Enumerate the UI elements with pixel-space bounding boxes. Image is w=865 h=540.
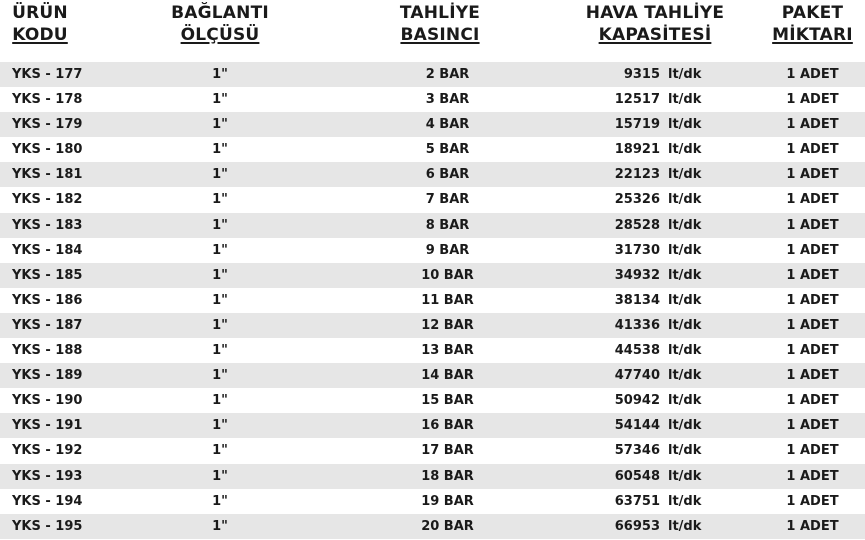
air-relief-capacity: 34932 bbox=[614, 267, 660, 283]
package-quantity: 1 ADET bbox=[786, 493, 839, 509]
relief-pressure: 15 BAR bbox=[421, 393, 474, 409]
package-quantity: 1 ADET bbox=[786, 292, 839, 308]
capacity-unit: lt/dk bbox=[668, 117, 702, 133]
package-quantity: 1 ADET bbox=[786, 468, 839, 484]
header-relief-pressure-line2: BASINCI bbox=[400, 25, 480, 45]
header-product-code bbox=[0, 2, 80, 46]
relief-pressure: 13 BAR bbox=[421, 343, 474, 359]
package-quantity: 1 ADET bbox=[786, 393, 839, 409]
table-row bbox=[0, 388, 865, 413]
capacity-unit: lt/dk bbox=[668, 267, 702, 283]
air-relief-capacity: 38134 bbox=[614, 292, 660, 308]
table-row bbox=[0, 489, 865, 514]
capacity-unit: lt/dk bbox=[668, 518, 702, 534]
table-header bbox=[0, 0, 865, 60]
connection-size: 1" bbox=[212, 92, 228, 108]
product-code: YKS - 177 bbox=[12, 67, 83, 82]
product-code: YKS - 185 bbox=[12, 267, 83, 283]
package-quantity: 1 ADET bbox=[786, 343, 839, 359]
table-row bbox=[0, 363, 865, 388]
connection-size: 1" bbox=[212, 67, 228, 82]
product-code: YKS - 178 bbox=[12, 92, 83, 108]
air-relief-capacity: 50942 bbox=[614, 393, 660, 409]
product-code: YKS - 191 bbox=[12, 418, 83, 434]
capacity-unit: lt/dk bbox=[668, 192, 702, 208]
header-relief-pressure bbox=[370, 2, 510, 46]
relief-pressure: 11 BAR bbox=[421, 292, 474, 308]
relief-pressure: 18 BAR bbox=[421, 468, 474, 484]
capacity-unit: lt/dk bbox=[668, 493, 702, 509]
connection-size: 1" bbox=[212, 142, 228, 158]
air-relief-capacity: 9315 bbox=[623, 67, 660, 82]
package-quantity: 1 ADET bbox=[786, 67, 839, 82]
relief-pressure: 14 BAR bbox=[421, 368, 474, 384]
table-row bbox=[0, 338, 865, 363]
air-relief-capacity: 66953 bbox=[614, 518, 660, 534]
product-code: YKS - 187 bbox=[12, 317, 83, 333]
connection-size: 1" bbox=[212, 167, 228, 183]
product-code: YKS - 181 bbox=[12, 167, 83, 183]
air-relief-capacity: 57346 bbox=[614, 443, 660, 459]
air-relief-capacity: 63751 bbox=[614, 493, 660, 509]
connection-size: 1" bbox=[212, 443, 228, 459]
table-row bbox=[0, 263, 865, 288]
header-connection-size-line2: ÖLÇÜSÜ bbox=[180, 25, 260, 45]
air-relief-capacity: 31730 bbox=[614, 242, 660, 258]
table-row bbox=[0, 238, 865, 263]
product-table bbox=[0, 62, 865, 539]
package-quantity: 1 ADET bbox=[786, 317, 839, 333]
connection-size: 1" bbox=[212, 368, 228, 384]
package-quantity: 1 ADET bbox=[786, 518, 839, 534]
connection-size: 1" bbox=[212, 468, 228, 484]
capacity-unit: lt/dk bbox=[668, 317, 702, 333]
capacity-unit: lt/dk bbox=[668, 343, 702, 359]
relief-pressure: 5 BAR bbox=[425, 142, 470, 158]
relief-pressure: 19 BAR bbox=[421, 493, 474, 509]
header-air-relief-capacity bbox=[560, 2, 750, 46]
package-quantity: 1 ADET bbox=[786, 242, 839, 258]
capacity-unit: lt/dk bbox=[668, 92, 702, 108]
package-quantity: 1 ADET bbox=[786, 368, 839, 384]
air-relief-capacity: 28528 bbox=[614, 217, 660, 233]
header-connection-size-line1: BAĞLANTI bbox=[171, 3, 269, 23]
table-row bbox=[0, 514, 865, 539]
capacity-unit: lt/dk bbox=[668, 142, 702, 158]
connection-size: 1" bbox=[212, 317, 228, 333]
product-code: YKS - 189 bbox=[12, 368, 83, 384]
product-code: YKS - 182 bbox=[12, 192, 83, 208]
package-quantity: 1 ADET bbox=[786, 217, 839, 233]
capacity-unit: lt/dk bbox=[668, 292, 702, 308]
table-row bbox=[0, 413, 865, 438]
table-row bbox=[0, 438, 865, 463]
table-row bbox=[0, 137, 865, 162]
table-row bbox=[0, 213, 865, 238]
relief-pressure: 20 BAR bbox=[421, 518, 474, 534]
air-relief-capacity: 25326 bbox=[614, 192, 660, 208]
capacity-unit: lt/dk bbox=[668, 418, 702, 434]
table-row bbox=[0, 187, 865, 212]
table-row bbox=[0, 464, 865, 489]
product-code: YKS - 179 bbox=[12, 117, 83, 133]
product-code: YKS - 190 bbox=[12, 393, 83, 409]
capacity-unit: lt/dk bbox=[668, 67, 702, 82]
package-quantity: 1 ADET bbox=[786, 117, 839, 133]
capacity-unit: lt/dk bbox=[668, 217, 702, 233]
relief-pressure: 3 BAR bbox=[425, 92, 470, 108]
header-package-quantity bbox=[760, 2, 865, 46]
relief-pressure: 6 BAR bbox=[425, 167, 470, 183]
relief-pressure: 7 BAR bbox=[425, 192, 470, 208]
product-code: YKS - 188 bbox=[12, 343, 83, 359]
connection-size: 1" bbox=[212, 393, 228, 409]
product-code: YKS - 183 bbox=[12, 217, 83, 233]
air-relief-capacity: 41336 bbox=[614, 317, 660, 333]
connection-size: 1" bbox=[212, 343, 228, 359]
air-relief-capacity: 18921 bbox=[614, 142, 660, 158]
header-connection-size bbox=[150, 2, 290, 46]
package-quantity: 1 ADET bbox=[786, 167, 839, 183]
connection-size: 1" bbox=[212, 493, 228, 509]
relief-pressure: 2 BAR bbox=[425, 67, 470, 82]
header-product-code-line1: ÜRÜN bbox=[12, 3, 68, 23]
product-code: YKS - 186 bbox=[12, 292, 83, 308]
connection-size: 1" bbox=[212, 242, 228, 258]
table-row bbox=[0, 87, 865, 112]
air-relief-capacity: 47740 bbox=[614, 368, 660, 384]
air-relief-capacity: 22123 bbox=[614, 167, 660, 183]
relief-pressure: 16 BAR bbox=[421, 418, 474, 434]
package-quantity: 1 ADET bbox=[786, 418, 839, 434]
capacity-unit: lt/dk bbox=[668, 443, 702, 459]
table-row bbox=[0, 62, 865, 87]
capacity-unit: lt/dk bbox=[668, 242, 702, 258]
product-code: YKS - 192 bbox=[12, 443, 83, 459]
table-row bbox=[0, 313, 865, 338]
air-relief-capacity: 60548 bbox=[614, 468, 660, 484]
capacity-unit: lt/dk bbox=[668, 468, 702, 484]
air-relief-capacity: 12517 bbox=[614, 92, 660, 108]
package-quantity: 1 ADET bbox=[786, 92, 839, 108]
air-relief-capacity: 54144 bbox=[614, 418, 660, 434]
header-package-quantity-line1: PAKET bbox=[781, 3, 844, 23]
connection-size: 1" bbox=[212, 192, 228, 208]
package-quantity: 1 ADET bbox=[786, 443, 839, 459]
product-code: YKS - 184 bbox=[12, 242, 83, 258]
package-quantity: 1 ADET bbox=[786, 142, 839, 158]
header-package-quantity-line2: MİKTARI bbox=[772, 25, 853, 45]
relief-pressure: 17 BAR bbox=[421, 443, 474, 459]
table-row bbox=[0, 162, 865, 187]
table-row bbox=[0, 112, 865, 137]
relief-pressure: 12 BAR bbox=[421, 317, 474, 333]
connection-size: 1" bbox=[212, 418, 228, 434]
relief-pressure: 4 BAR bbox=[425, 117, 470, 133]
air-relief-capacity: 44538 bbox=[614, 343, 660, 359]
capacity-unit: lt/dk bbox=[668, 167, 702, 183]
table-row bbox=[0, 288, 865, 313]
connection-size: 1" bbox=[212, 117, 228, 133]
relief-pressure: 10 BAR bbox=[421, 267, 474, 283]
capacity-unit: lt/dk bbox=[668, 393, 702, 409]
connection-size: 1" bbox=[212, 518, 228, 534]
package-quantity: 1 ADET bbox=[786, 192, 839, 208]
header-air-relief-capacity-line1: HAVA TAHLİYE bbox=[585, 3, 725, 23]
air-relief-capacity: 15719 bbox=[614, 117, 660, 133]
product-code: YKS - 193 bbox=[12, 468, 83, 484]
header-product-code-line2: KODU bbox=[12, 25, 68, 45]
capacity-unit: lt/dk bbox=[668, 368, 702, 384]
relief-pressure: 9 BAR bbox=[425, 242, 470, 258]
connection-size: 1" bbox=[212, 292, 228, 308]
connection-size: 1" bbox=[212, 217, 228, 233]
product-code: YKS - 194 bbox=[12, 493, 83, 509]
relief-pressure: 8 BAR bbox=[425, 217, 470, 233]
package-quantity: 1 ADET bbox=[786, 267, 839, 283]
header-relief-pressure-line1: TAHLİYE bbox=[399, 3, 481, 23]
product-code: YKS - 180 bbox=[12, 142, 83, 158]
product-code: YKS - 195 bbox=[12, 518, 83, 534]
header-air-relief-capacity-line2: KAPASİTESİ bbox=[598, 25, 712, 45]
connection-size: 1" bbox=[212, 267, 228, 283]
